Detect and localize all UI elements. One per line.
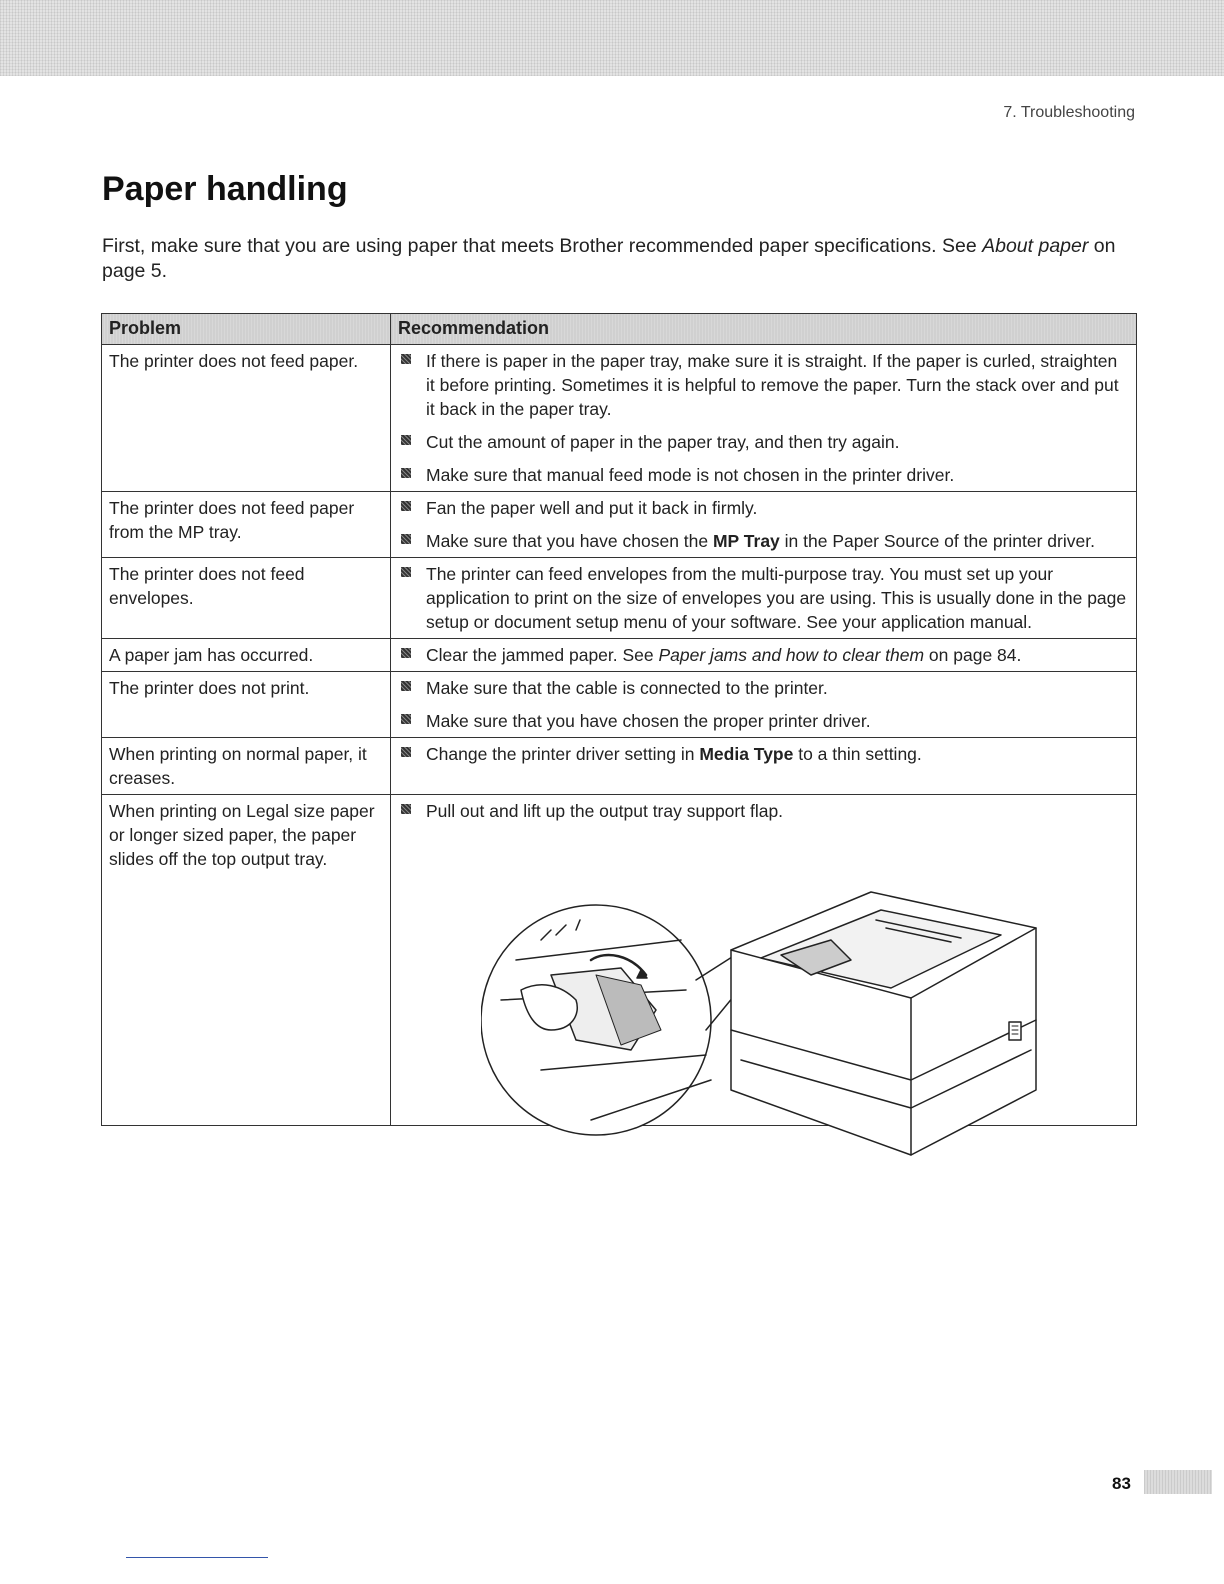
recommendation-cell	[391, 558, 1137, 639]
square-bullet-icon	[401, 567, 411, 577]
mp-tray-term: MP Tray	[712, 531, 780, 551]
square-bullet-icon	[401, 501, 411, 511]
recommendation-item: Make sure that you have chosen the MP Tray in the Paper Source of the printer driver.	[398, 529, 1128, 553]
problem-cell: The printer does not feed paper.	[102, 345, 391, 492]
recommendation-cell	[391, 639, 1137, 672]
intro-paragraph	[102, 234, 1136, 284]
page-number: 83	[1112, 1474, 1131, 1493]
table-row	[102, 345, 1137, 492]
problem-cell: When printing on Legal size paper or longer sized paper, the paper slides off the top output tray.	[102, 795, 391, 1126]
table-row	[102, 558, 1137, 639]
page-title: Paper handling	[102, 170, 348, 208]
table-row	[102, 492, 1137, 558]
recommendation-item: Make sure that manual feed mode is not chosen in the printer driver.	[398, 463, 1128, 487]
problem-cell: A paper jam has occurred.	[102, 639, 391, 672]
square-bullet-icon	[401, 648, 411, 658]
intro-text: First, make sure that you are using paper that meets Brother recommended paper specifications. See	[102, 235, 983, 257]
table-row	[102, 672, 1137, 738]
problem-cell: The printer does not print.	[102, 672, 391, 738]
recommendation-cell	[391, 672, 1137, 738]
recommendation-item: Fan the paper well and put it back in firmly.	[398, 496, 1128, 520]
square-bullet-icon	[401, 354, 411, 364]
media-type-term: Media Type	[699, 744, 794, 764]
chapter-header: 7. Troubleshooting	[1003, 104, 1135, 121]
square-bullet-icon	[401, 804, 411, 814]
about-paper-link[interactable]: About paper	[982, 235, 1089, 257]
table-row	[102, 639, 1137, 672]
square-bullet-icon	[401, 681, 411, 691]
recommendation-item: Pull out and lift up the output tray support flap.	[398, 799, 1128, 823]
recommendation-item: The printer can feed envelopes from the multi-purpose tray. You must set up your application to print on the size of envelopes you are using. This is usually done in the page setup or document setup menu of your software. See your application manual.	[398, 562, 1128, 634]
recommendation-item: Clear the jammed paper. See Paper jams and how to clear them on page 84.	[398, 643, 1128, 667]
header-problem: Problem	[102, 314, 391, 345]
recommendation-item: Change the printer driver setting in Media Type to a thin setting.	[398, 742, 1128, 766]
footer-rule	[126, 1557, 268, 1558]
square-bullet-icon	[401, 435, 411, 445]
printer-body	[731, 892, 1036, 1155]
recommendation-item: Make sure that you have chosen the proper printer driver.	[398, 709, 1128, 733]
square-bullet-icon	[401, 468, 411, 478]
intro-after: on page 5.	[102, 235, 1116, 282]
printer-output-tray-illustration	[481, 880, 1041, 1162]
page-tab	[1144, 1470, 1212, 1494]
recommendation-item: If there is paper in the paper tray, make sure it is straight. If the paper is curled, straighten it before printing. Sometimes it is helpful to remove the paper. Turn the stack over and put it back in the paper tray.	[398, 349, 1128, 421]
table-row	[102, 738, 1137, 795]
table-header-row	[102, 314, 1137, 345]
problem-cell: The printer does not feed envelopes.	[102, 558, 391, 639]
square-bullet-icon	[401, 534, 411, 544]
recommendation-cell	[391, 492, 1137, 558]
recommendation-item: Cut the amount of paper in the paper tray, and then try again.	[398, 430, 1128, 454]
recommendation-cell	[391, 738, 1137, 795]
header-band	[0, 0, 1224, 76]
square-bullet-icon	[401, 747, 411, 757]
paper-jams-link[interactable]: Paper jams and how to clear them	[658, 645, 925, 665]
problem-cell: When printing on normal paper, it creases.	[102, 738, 391, 795]
header-recommendation: Recommendation	[391, 314, 1137, 345]
square-bullet-icon	[401, 714, 411, 724]
recommendation-cell	[391, 345, 1137, 492]
recommendation-item: Make sure that the cable is connected to the printer.	[398, 676, 1128, 700]
problem-cell: The printer does not feed paper from the MP tray.	[102, 492, 391, 558]
